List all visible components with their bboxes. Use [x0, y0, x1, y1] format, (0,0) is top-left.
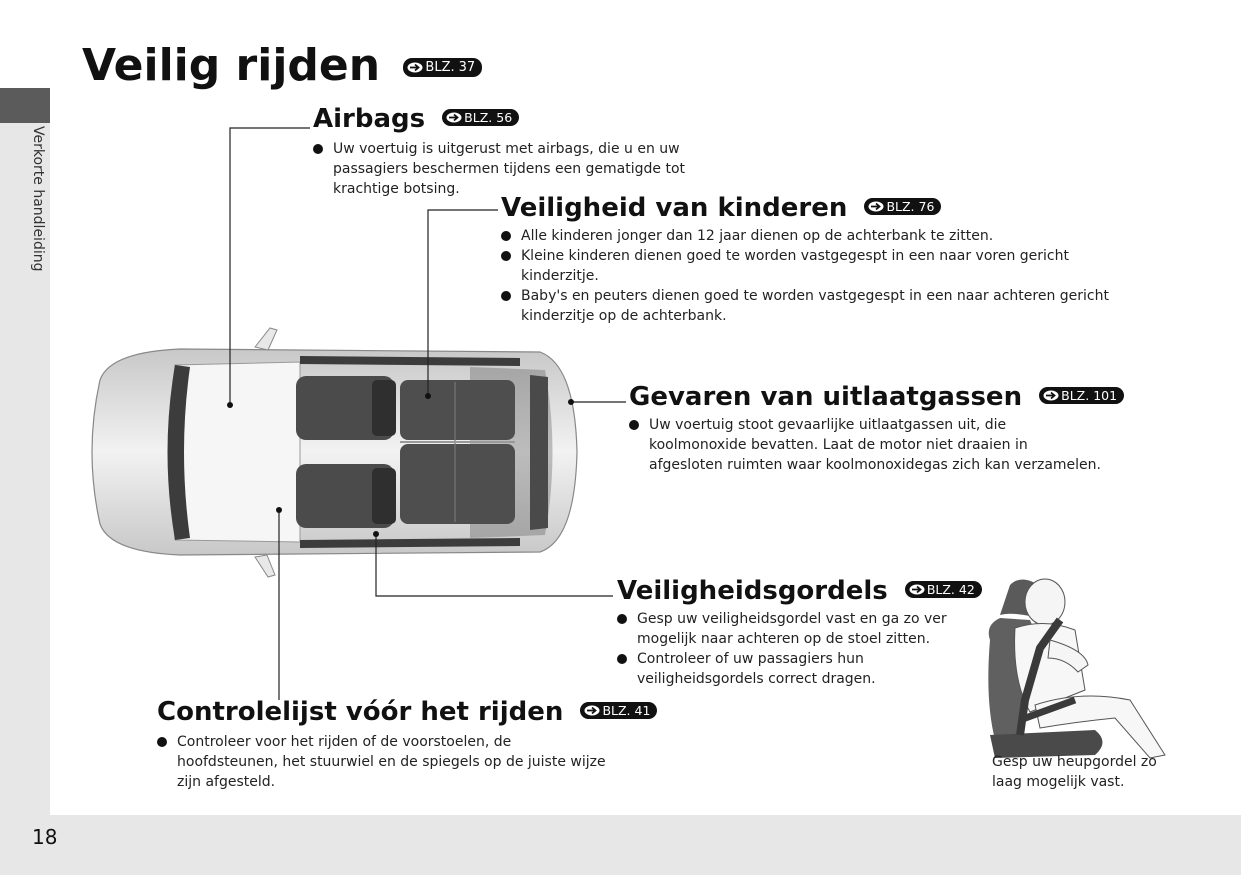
- page-number: 18: [32, 825, 58, 849]
- exhaust-bullets: [629, 415, 1104, 475]
- ref-prefix: BLZ.: [1061, 388, 1090, 403]
- illustration-caption: Gesp uw heupgordel zo laag mogelijk vast.: [992, 754, 1157, 790]
- checklist-heading-text: Controlelijst vóór het rijden: [157, 697, 564, 727]
- ref-number: 37: [458, 60, 476, 75]
- list-item: Alle kinderen jonger dan 12 jaar dienen op de achterbank te zitten.: [501, 226, 1141, 246]
- children-bullets: [501, 226, 1141, 326]
- seatbelts-ref-link[interactable]: [905, 581, 982, 598]
- ref-number: 41: [634, 703, 651, 718]
- children-heading: [501, 193, 941, 223]
- list-item: Uw voertuig stoot gevaarlijke uitlaatgassen uit, die koolmonoxide bevatten. Laat de motor niet draaien in afgesloten ruimten waar koolmonoxidegas zich kan verzamelen.: [629, 415, 1104, 475]
- ref-prefix: BLZ.: [926, 582, 955, 597]
- sidebar-label: Verkorte handleiding: [30, 126, 46, 272]
- list-item: Controleer of uw passagiers hun veiligheidsgordels correct dragen.: [617, 649, 947, 689]
- seatbelts-heading-text: Veiligheidsgordels: [617, 576, 888, 606]
- airbags-heading: [313, 104, 519, 134]
- exhaust-ref-link[interactable]: [1039, 387, 1124, 404]
- seatbelts-bullets: [617, 609, 947, 689]
- arrow-right-icon: [909, 584, 925, 595]
- ref-prefix: BLZ.: [425, 60, 455, 75]
- page-title-text: Veilig rijden: [82, 40, 381, 91]
- airbags-bullets: [313, 139, 733, 199]
- exhaust-heading-text: Gevaren van uitlaatgassen: [629, 382, 1023, 412]
- airbags-heading-text: Airbags: [313, 104, 426, 134]
- ref-prefix: BLZ.: [464, 110, 493, 125]
- arrow-right-icon: [1043, 390, 1059, 401]
- checklist-ref-link[interactable]: [580, 702, 657, 719]
- checklist-heading: [157, 697, 657, 727]
- ref-number: 42: [958, 582, 975, 597]
- list-item: Kleine kinderen dienen goed te worden vastgegespt in een naar voren gericht kinderzitje.: [501, 246, 1141, 286]
- arrow-right-icon: [868, 201, 884, 212]
- ref-number: 76: [918, 199, 935, 214]
- list-item: Controleer voor het rijden of de voorstoelen, de hoofdsteunen, het stuurwiel en de spiegels op de juiste wijze zijn afgesteld.: [157, 732, 612, 792]
- ref-number: 101: [1093, 388, 1118, 403]
- arrow-right-icon: [584, 705, 600, 716]
- ref-prefix: BLZ.: [886, 199, 915, 214]
- ref-prefix: BLZ.: [602, 703, 631, 718]
- seat-occupant-drawing: [988, 579, 1165, 758]
- checklist-bullets: [157, 732, 612, 792]
- list-item: Uw voertuig is uitgerust met airbags, die u en uw passagiers beschermen tijdens een gematigde tot krachtige botsing.: [313, 139, 733, 199]
- children-heading-text: Veiligheid van kinderen: [501, 193, 848, 223]
- children-ref-link[interactable]: [864, 198, 941, 215]
- arrow-right-icon: [446, 112, 462, 123]
- seatbelts-heading: [617, 576, 982, 606]
- list-item: Baby's en peuters dienen goed te worden vastgegespt in een naar achteren gericht kinderzitje op de achterbank.: [501, 286, 1141, 326]
- list-item: Gesp uw veiligheidsgordel vast en ga zo ver mogelijk naar achteren op de stoel zitten.: [617, 609, 947, 649]
- airbags-ref-link[interactable]: [442, 109, 519, 126]
- ref-number: 56: [496, 110, 513, 125]
- exhaust-heading: [629, 382, 1124, 412]
